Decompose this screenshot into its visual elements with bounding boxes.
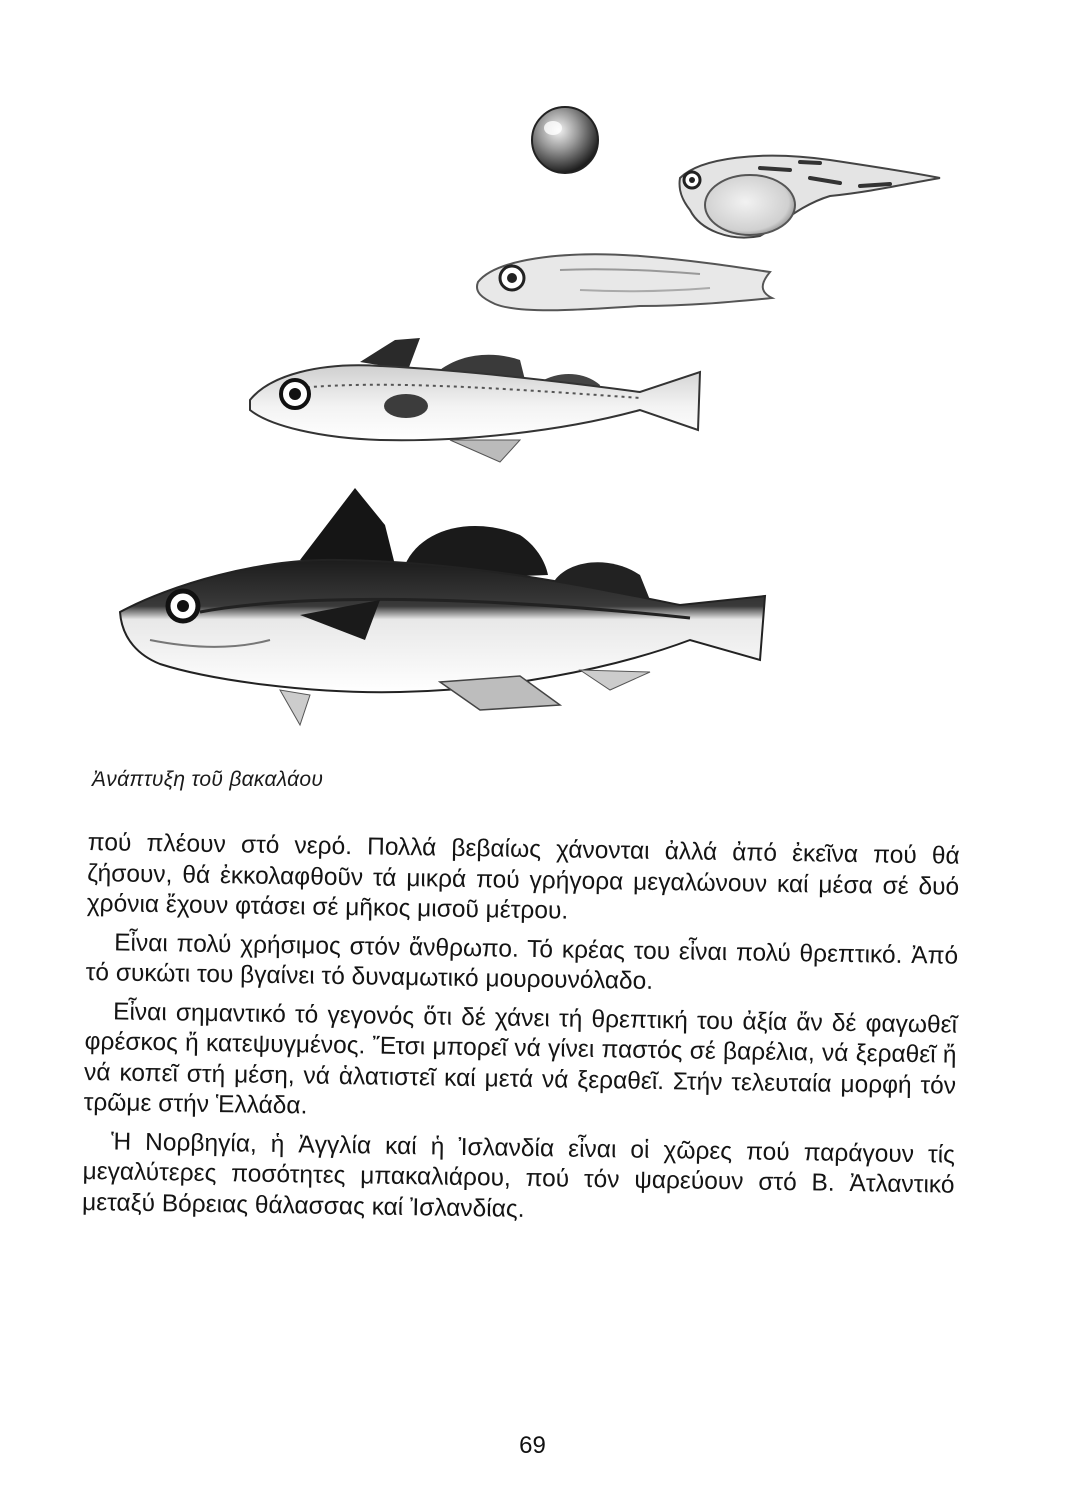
paragraph-4: Ἡ Νορβηγία, ἡ Ἀγγλία καί ἡ Ἰσλανδία εἶναι οἱ χῶρες πού παράγουν τίς μεγαλύτερες ποσότητες μπακαλιάρου, πού τόν ψαρεύουν στό Β. Ἀτλαντικό μεταξύ Βόρειας θάλασσας καί Ἰσλανδίας.: [81, 1127, 956, 1223]
paragraph-3: Εἶναι σημαντικό τό γεγονός ὅτι δέ χάνει τή θρεπτική του ἀξία ἄν δέ φαγωθεῖ φρέσκος ἤ κατεψυγμένος. Ἔτσι μπορεῖ νά γίνει παστός σέ βαρέλια, νά ξεραθεῖ ἤ νά κοπεῖ στή μέση, νά ἁλατιστεῖ καί μετά νά ξεραθεῖ. Στήν τελευταία μορφή τόν τρῶμε στήν Ἑλλάδα.: [83, 997, 958, 1120]
cod-adult: [120, 488, 765, 725]
cod-young-larva: [477, 254, 772, 310]
body-text: [82, 828, 960, 1240]
cod-egg: [532, 107, 598, 173]
figure-caption: Ἀνάπτυξη τοῦ βακαλάου: [92, 768, 324, 791]
paragraph-1: πού πλέουν στό νερό. Πολλά βεβαίως χάνονται ἀλλά ἀπό ἐκεῖνα πού θά ζήσουν, θά ἐκκολαφθοῦν τά μικρά πού γρήγορα μεγαλώνουν καί μέσα σέ δυό χρόνια ἔχουν φτάσει σέ μῆκος μισοῦ μέτρου.: [86, 828, 960, 925]
page-number: 69: [519, 1432, 546, 1459]
paragraph-2: Εἶναι πολύ χρήσιμος στόν ἄνθρωπο. Τό κρέας του εἶναι πολύ θρεπτικό. Ἀπό τό συκώτι του βγαίνει τό δυναμωτικό μουρουνόλαδο.: [85, 928, 959, 995]
cod-larva-yolk-sac: [679, 156, 940, 238]
cod-juvenile: [250, 338, 700, 462]
